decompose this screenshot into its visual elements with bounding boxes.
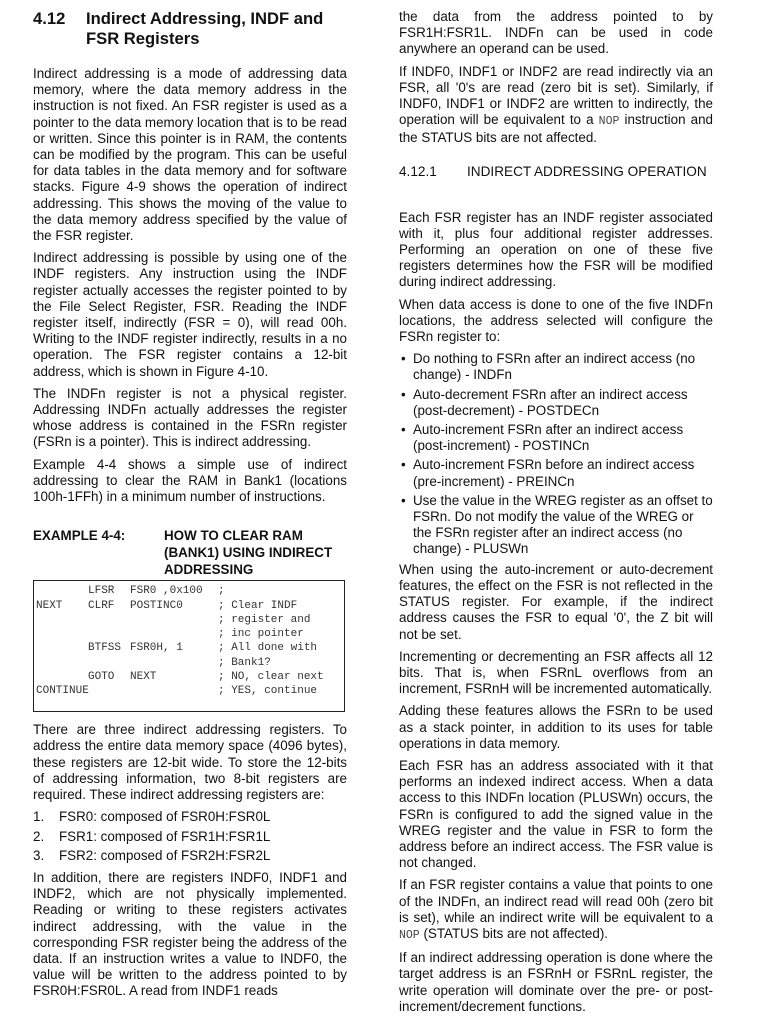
inline-code: NOP	[598, 115, 620, 129]
paragraph: If an FSR register contains a value that points to one of the INDFn, an indirect read will read 00h (zero bit is set), while an indirect write will be equivalent to a NOP (STATUS bits are not affected).	[399, 877, 713, 942]
paragraph: When data access is done to one of the five INDFn locations, the address selected will configure the FSRn register to:	[399, 296, 713, 345]
paragraph: Incrementing or decrementing an FSR affects all 12 bits. That is, when FSRnL overflows from an increment, FSRnH will be incremented automatically.	[399, 648, 713, 697]
bullet-icon: •	[401, 457, 406, 473]
code-line: BTFSS FSR0H, 1 ; All done with	[88, 642, 318, 655]
section-heading	[33, 9, 347, 49]
inline-code: NOP	[399, 928, 420, 942]
subsection-number: 4.12.1	[399, 163, 437, 179]
subsection-title: INDIRECT ADDRESSING OPERATION	[467, 163, 707, 179]
code-line: ; inc pointer	[218, 628, 304, 641]
code-line: ; Bank1?	[218, 656, 271, 669]
example-heading	[33, 527, 347, 578]
mode-list	[399, 351, 713, 557]
code-listing	[33, 580, 345, 712]
paragraph: Indirect addressing is possible by using one of the INDF registers. Any instruction using the INDF register actually accesses the register pointed to by the File Select Register, FSR. Reading the INDF register itself, indirectly (FSR = 0), will read 00h. Writing to the INDF register indirectly, results in a no operation. The FSR register contains a 12-bit address, which is shown in Figure 4-10.	[33, 250, 347, 379]
paragraph: The INDFn register is not a physical register. Addressing INDFn actually addresses the register whose address is contained in the FSRn register (FSRn is a pointer). This is indirect addressing.	[33, 385, 347, 450]
code-line: NEXT CLRF POSTINC0 ; Clear INDF	[36, 599, 298, 612]
list-item: • Auto-increment FSRn before an indirect access (pre-increment) - PREINCn	[401, 457, 695, 489]
section-title: Indirect Addressing, INDF and FSR Registers	[86, 9, 324, 48]
left-column	[33, 0, 347, 1006]
section-number: 4.12	[33, 9, 66, 28]
code-line: GOTO NEXT ; NO, clear next	[88, 671, 324, 684]
paragraph: Adding these features allows the FSRn to be used as a stack pointer, in addition to its uses for table operations in data memory.	[399, 703, 713, 751]
paragraph: Example 4-4 shows a simple use of indirect addressing to clear the RAM in Bank1 (locations 100h-1FFh) in a minimum number of instructions.	[33, 456, 347, 505]
paragraph: When using the auto-increment or auto-decrement features, the effect on the FSR is not reflected in the STATUS register. For example, if the indirect address causes the FSR to equal '0', the Z bit will not be set.	[399, 561, 713, 642]
code-line: CONTINUE ; YES, continue	[36, 685, 318, 698]
paragraph: the data from the address pointed to by FSR1H:FSR1L. INDFn can be used in code anywhere an operand can be used.	[399, 9, 713, 57]
list-item: • Auto-increment FSRn after an indirect access (post-increment) - POSTINCn	[401, 422, 684, 454]
paragraph: In addition, there are registers INDF0, INDF1 and INDF2, which are not physically implemented. Reading or writing to these registers activates indirect addressing, with the value in the corresponding FSR register being the address of the data. If an instruction writes a value to INDF0, the value will be written to the address pointed to by FSR0H:FSR0L. A read from INDF1 reads	[33, 869, 347, 999]
list-item: 1. FSR0: composed of FSR0H:FSR0L	[33, 809, 271, 825]
example-title: HOW TO CLEAR RAM (BANK1) USING INDIRECT ADDRESSING	[164, 528, 333, 578]
paragraph: If an indirect addressing operation is done where the target address is an FSRnH or FSRnL register, the write operation will dominate over the pre- or post-increment/decrement functions.	[399, 950, 713, 1014]
list-item: • Do nothing to FSRn after an indirect access (no change) - INDFn	[401, 351, 696, 383]
list-item: • Auto-decrement FSRn after an indirect access (post-decrement) - POSTDECn	[401, 386, 688, 418]
bullet-icon: •	[401, 351, 406, 367]
paragraph: There are three indirect addressing registers. To address the entire data memory space (4096 bytes), these registers are 12-bit wide. To store the 12-bits of addressing information, two 8-bit registers are required. These indirect addressing registers are:	[33, 722, 347, 803]
bullet-icon: •	[401, 422, 406, 438]
list-item: 2. FSR1: composed of FSR1H:FSR1L	[33, 828, 271, 844]
example-number: EXAMPLE 4-4:	[33, 528, 126, 544]
bullet-icon: •	[401, 386, 406, 402]
paragraph: Indirect addressing is a mode of addressing data memory, where the data memory address in the instruction is not fixed. An FSR register is used as a pointer to the data memory location that is to be read or written. Since this pointer is in RAM, the contents can be modified by the program. This can be useful for data tables in the data memory and for software stacks. Figure 4-9 shows the operation of indirect addressing. This shows the moving of the value to the data memory address specified by the value of the FSR register.	[33, 66, 347, 244]
paragraph: Each FSR has an address associated with it that performs an indexed indirect access. When a data access to this INDFn location (PLUSWn) occurs, the FSRn is configured to add the signed value in the WREG register and the value in FSR to form the address before an indirect access. The FSR value is not changed.	[399, 757, 713, 871]
register-list	[33, 809, 347, 864]
paragraph: Each FSR register has an INDF register associated with it, plus four additional register addresses. Performing an operation on one of these five registers determines how the FSR will be modified during indirect addressing.	[399, 209, 713, 290]
right-column	[399, 0, 713, 1021]
paragraph: If INDF0, INDF1 or INDF2 are read indirectly via an FSR, all '0's are read (zero bit is set). Similarly, if INDF0, INDF1 or INDF2 are written to indirectly, the operation will be equivalent to a NOP instruction and the STATUS bits are not affected.	[399, 63, 713, 146]
subsection-heading	[399, 163, 713, 199]
code-line: LFSR FSR0 ,0x100 ;	[88, 585, 225, 598]
list-item: • Use the value in the WREG register as an offset to FSRn. Do not modify the value of the WREG or the FSRn register after an indirect access (no change) - PLUSWn	[401, 492, 713, 557]
list-item: 3. FSR2: composed of FSR2H:FSR2L	[33, 847, 271, 863]
bullet-icon: •	[401, 492, 406, 508]
code-line: ; register and	[218, 613, 311, 626]
